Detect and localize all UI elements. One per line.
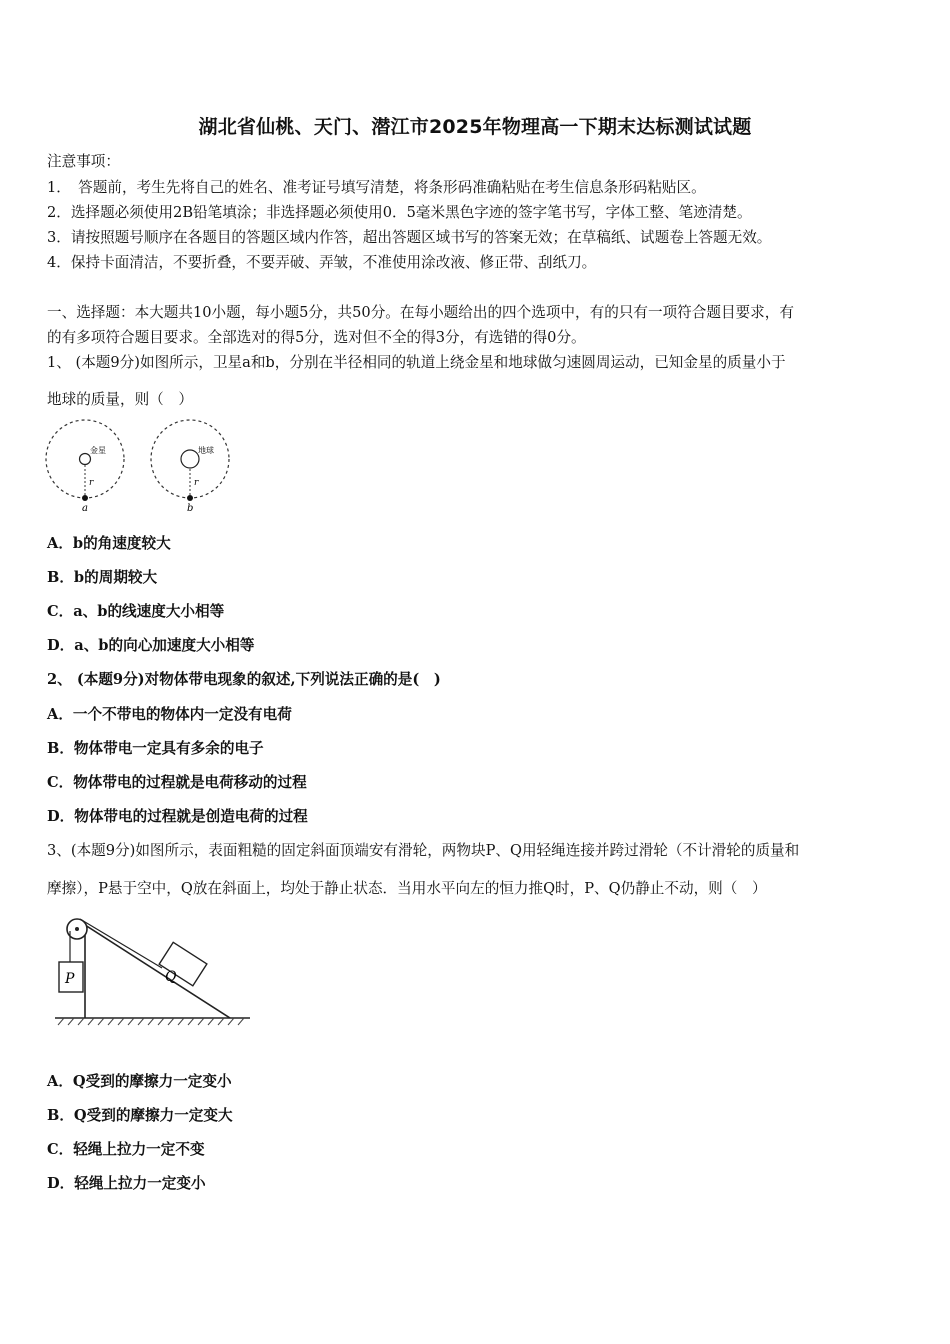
venus-label: 金星 bbox=[90, 446, 106, 455]
notice-item: 4．保持卡面清洁，不要折叠，不要弄破、弄皱，不准使用涂改液、修正带、刮纸刀。 bbox=[47, 254, 597, 271]
earth-label: 地球 bbox=[198, 446, 214, 455]
question-1-stem: 1、 (本题9分)如图所示，卫星a和b，分别在半径相同的轨道上绕金星和地球做匀速圆周运动，已知金星的质量小于 bbox=[47, 354, 786, 371]
question-3-stem: 3、(本题9分)如图所示，表面粗糙的固定斜面顶端安有滑轮，两物块P、Q用轻绳连接并跨过滑轮（不计滑轮的质量和 bbox=[47, 842, 800, 859]
question-3-stem: 摩擦），P悬于空中，Q放在斜面上，均处于静止状态．当用水平向左的恒力推Q时，P、Q仍静止不动，则（ ） bbox=[47, 880, 767, 897]
notice-item: 2．选择题必须使用2B铅笔填涂；非选择题必须使用0．5毫米黑色字迹的签字笔书写，字体工整、笔迹清楚。 bbox=[47, 204, 752, 221]
ground-hatch bbox=[58, 1018, 244, 1025]
question-1-option-a: A．b的角速度较大 bbox=[47, 535, 171, 552]
venus-planet bbox=[80, 454, 91, 465]
notice-item: 1． 答题前，考生先将自己的姓名、准考证号填写清楚，将条形码准确粘贴在考生信息条形码粘贴区。 bbox=[47, 179, 706, 196]
question-3-option-c: C．轻绳上拉力一定不变 bbox=[47, 1141, 205, 1158]
question-1-stem: 地球的质量，则（ ） bbox=[47, 391, 193, 408]
radius-label-b: r bbox=[194, 478, 199, 488]
question-2-option-a: A．一个不带电的物体内一定没有电荷 bbox=[47, 706, 292, 723]
question-1-option-b: B．b的周期较大 bbox=[47, 569, 158, 586]
satellite-b-label: b bbox=[187, 503, 194, 514]
question-3-option-a: A．Q受到的摩擦力一定变小 bbox=[47, 1073, 232, 1090]
satellite-a-label: a bbox=[82, 503, 88, 514]
question-1-option-c: C．a、b的线速度大小相等 bbox=[47, 603, 225, 620]
question-3-option-b: B．Q受到的摩擦力一定变大 bbox=[47, 1107, 233, 1124]
block-q-label: Q bbox=[165, 969, 177, 985]
section-intro: 的有多项符合题目要求。全部选对的得5分，选对但不全的得3分，有选错的得0分。 bbox=[47, 329, 586, 346]
pulley-axle bbox=[75, 927, 79, 931]
question-2-option-c: C．物体带电的过程就是电荷移动的过程 bbox=[47, 774, 307, 791]
rope-to-q bbox=[80, 919, 162, 968]
section-intro: 一、选择题：本大题共10小题，每小题5分，共50分。在每小题给出的四个选项中，有的只有一项符合题目要求，有 bbox=[47, 304, 794, 321]
question-3-option-d: D．轻绳上拉力一定变小 bbox=[47, 1175, 206, 1192]
block-p-label: P bbox=[65, 971, 75, 987]
satellite-b bbox=[187, 495, 193, 501]
earth-planet bbox=[181, 450, 199, 468]
question-2-option-d: D．物体带电的过程就是创造电荷的过程 bbox=[47, 808, 308, 825]
incline-figure bbox=[50, 905, 260, 1030]
incline-surface bbox=[85, 925, 230, 1018]
page-title: 湖北省仙桃、天门、潜江市2025年物理高一下期末达标测试试题 bbox=[198, 116, 752, 138]
question-2-stem: 2、 (本题9分)对物体带电现象的叙述,下列说法正确的是( ) bbox=[47, 671, 441, 688]
radius-label-a: r bbox=[89, 478, 94, 488]
notice-item: 3．请按照题号顺序在各题目的答题区域内作答，超出答题区域书写的答案无效；在草稿纸、试题卷上答题无效。 bbox=[47, 229, 772, 246]
question-2-option-b: B．物体带电一定具有多余的电子 bbox=[47, 740, 264, 757]
satellite-a bbox=[82, 495, 88, 501]
notice-heading: 注意事项： bbox=[47, 153, 120, 170]
orbit-figure bbox=[40, 415, 240, 515]
question-1-option-d: D．a、b的向心加速度大小相等 bbox=[47, 637, 255, 654]
